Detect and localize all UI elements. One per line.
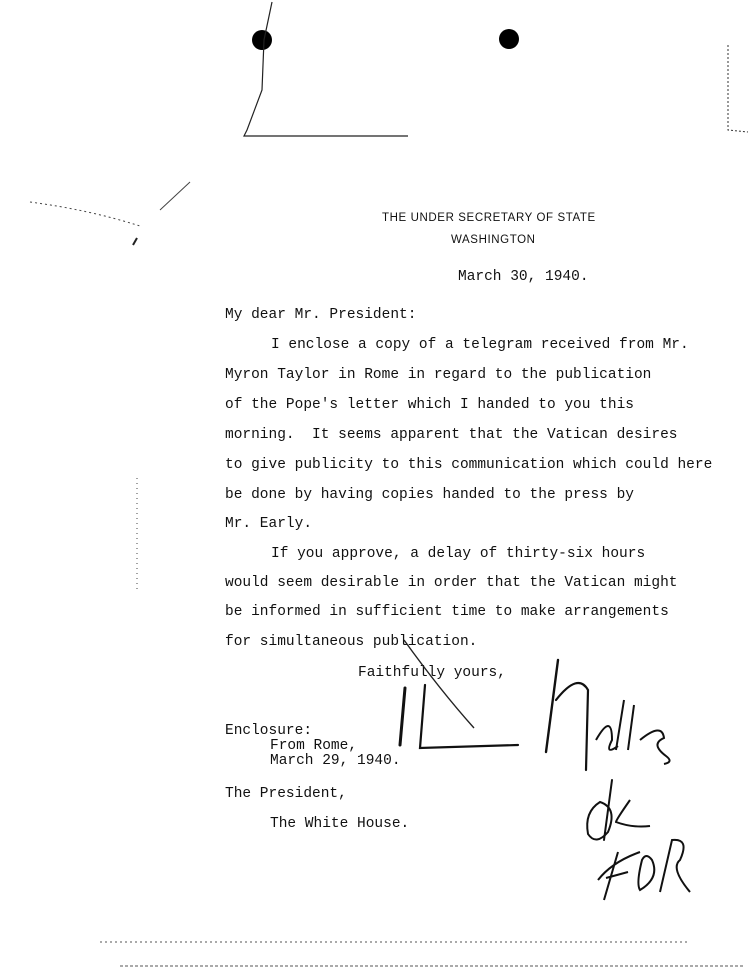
body-line: Myron Taylor in Rome in regard to the publication <box>225 367 652 383</box>
body-line: Mr. Early. <box>225 516 313 532</box>
body-line: I enclose a copy of a telegram received from Mr. <box>271 337 689 353</box>
letterhead-office: THE UNDER SECRETARY OF STATE <box>382 212 596 224</box>
body-line: would seem desirable in order that the Vatican might <box>225 575 678 591</box>
body-line: of the Pope's letter which I handed to you this <box>225 397 634 413</box>
enclosure-line: From Rome, <box>270 738 358 754</box>
enclosure-line: March 29, 1940. <box>270 753 401 769</box>
addressee-line: The President, <box>225 786 347 802</box>
body-line: be done by having copies handed to the press by <box>225 487 634 503</box>
letter-date: March 30, 1940. <box>458 269 589 285</box>
body-line: If you approve, a delay of thirty-six hours <box>271 546 646 562</box>
addressee-line: The White House. <box>270 816 410 832</box>
salutation: My dear Mr. President: <box>225 307 417 323</box>
closing: Faithfully yours, <box>358 665 506 681</box>
body-line: be informed in sufficient time to make arrangements <box>225 604 669 620</box>
enclosure-label: Enclosure: <box>225 723 313 739</box>
body-line: morning. It seems apparent that the Vatican desires <box>225 427 678 443</box>
letterhead-city: WASHINGTON <box>451 234 536 246</box>
body-line: for simultaneous publication. <box>225 634 478 650</box>
body-line: to give publicity to this communication which could here <box>225 457 713 473</box>
